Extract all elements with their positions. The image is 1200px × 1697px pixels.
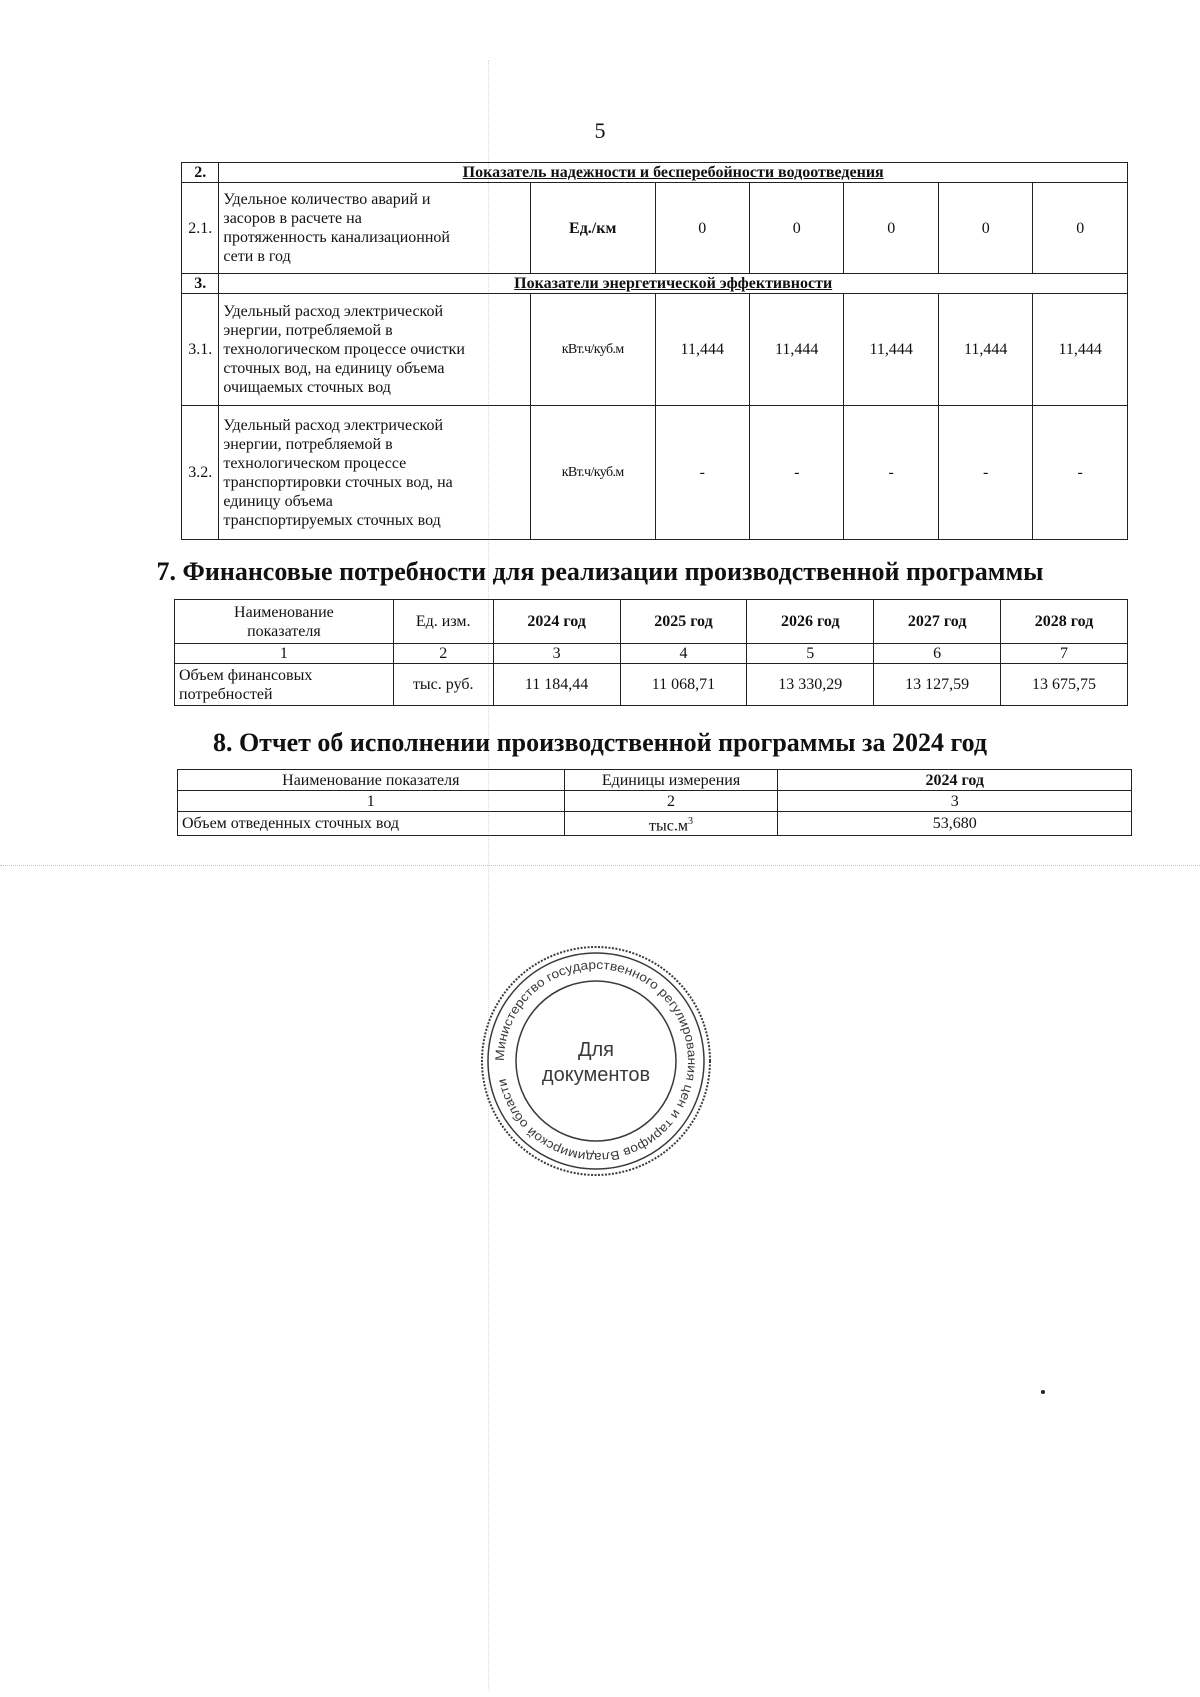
indicator-name: Объем отведенных сточных вод — [178, 812, 565, 836]
table-row — [182, 183, 1128, 274]
value-cell: - — [1033, 406, 1128, 540]
table-row — [178, 812, 1132, 836]
value-cell: 0 — [844, 183, 938, 274]
section-row — [182, 163, 1128, 183]
column-number: 2 — [564, 791, 778, 812]
value-cell: - — [938, 406, 1032, 540]
row-number: 2.1. — [182, 183, 219, 274]
page-number: 5 — [594, 118, 606, 143]
unit-cell: кВт.ч/куб.м — [530, 406, 655, 540]
value-cell: 53,680 — [778, 812, 1132, 836]
column-number: 3 — [778, 791, 1132, 812]
stamp-center-line: документов — [541, 1064, 651, 1086]
column-number: 5 — [747, 644, 874, 664]
column-header-year: 2028 год — [1001, 600, 1128, 644]
scan-speck — [1041, 1390, 1045, 1394]
column-number: 7 — [1001, 644, 1128, 664]
table-row — [175, 664, 1128, 706]
value-cell: 11 184,44 — [493, 664, 620, 706]
value-cell: 11,444 — [749, 294, 843, 406]
indicator-name-line: единицу объема — [223, 492, 333, 510]
header-line: показателя — [247, 622, 321, 640]
column-number: 1 — [178, 791, 565, 812]
column-header-year: 2026 год — [747, 600, 874, 644]
column-header-name — [175, 600, 394, 644]
unit-superscript: 3 — [688, 816, 693, 827]
section-heading-financial-needs: 7. Финансовые потребности для реализации производственной программы — [156, 557, 1044, 586]
unit-text: тыс.м — [649, 817, 688, 835]
column-number: 1 — [175, 644, 394, 664]
section-number: 2. — [182, 163, 219, 183]
table-row — [182, 294, 1128, 406]
section-heading-program-report: 8. Отчет об исполнении производственной программы за 2024 год — [212, 728, 988, 757]
indicator-name — [219, 406, 531, 540]
column-number: 2 — [393, 644, 493, 664]
column-number-row — [175, 644, 1128, 664]
column-header-year: 2027 год — [874, 600, 1001, 644]
indicator-name-line: Удельный расход электрической — [223, 416, 444, 434]
unit-cell — [564, 812, 778, 836]
value-cell: 0 — [655, 183, 749, 274]
indicator-name — [175, 664, 394, 706]
unit-cell: тыс. руб. — [393, 664, 493, 706]
value-cell: 13 127,59 — [874, 664, 1001, 706]
indicator-name-line: технологическом процессе очистки — [223, 341, 465, 358]
value-cell: - — [844, 406, 938, 540]
row-number: 3.2. — [182, 406, 219, 540]
value-cell: 13 675,75 — [1001, 664, 1128, 706]
indicator-name-line: Удельный расход электрической — [223, 303, 444, 320]
indicator-name-line: сточных вод, на единицу объема — [223, 360, 445, 377]
stamp-center-line: Для — [577, 1039, 615, 1061]
stamp-ring-textpath: Министерство государственного регулирования цен и тарифов Владимирской области — [492, 957, 700, 1165]
section-number: 3. — [182, 274, 219, 294]
indicator-name-line: энергии, потребляемой в — [223, 322, 393, 339]
column-number: 3 — [493, 644, 620, 664]
section-title: Показатель надежности и бесперебойности водоотведения — [219, 163, 1128, 183]
indicator-name-line: протяженность канализационной — [223, 229, 450, 246]
indicator-name-line: энергии, потребляемой в — [223, 435, 393, 453]
indicator-name — [219, 183, 531, 274]
column-header-unit: Ед. изм. — [393, 600, 493, 644]
indicator-name-line: потребностей — [179, 685, 273, 703]
indicator-name-line: транспортировки сточных вод, на — [223, 473, 453, 491]
indicators-table — [181, 162, 1128, 540]
unit-cell: кВт.ч/куб.м — [530, 294, 655, 406]
value-cell: 11,444 — [844, 294, 938, 406]
value-cell: 0 — [1033, 183, 1128, 274]
table-header-row — [175, 600, 1128, 644]
column-number: 4 — [620, 644, 747, 664]
indicator-name-line: Удельное количество аварий и — [223, 191, 431, 208]
indicator-name-line: засоров в расчете на — [223, 210, 362, 227]
column-header-unit: Единицы измерения — [564, 770, 778, 791]
header-line: Наименование — [234, 603, 334, 621]
stamp-outer-ring-inner — [488, 953, 704, 1169]
value-cell: - — [749, 406, 843, 540]
column-header-year: 2024 год — [493, 600, 620, 644]
column-header-name: Наименование показателя — [178, 770, 565, 791]
indicator-name-line: Объем финансовых — [179, 666, 313, 684]
financial-needs-table — [174, 599, 1128, 706]
value-cell: - — [655, 406, 749, 540]
indicator-name-line: очищаемых сточных вод — [223, 379, 391, 396]
value-cell: 0 — [749, 183, 843, 274]
indicator-name — [219, 294, 531, 406]
unit-cell: Ед./км — [530, 183, 655, 274]
column-number: 6 — [874, 644, 1001, 664]
table-header-row — [178, 770, 1132, 791]
scan-artifact-horizontal — [0, 865, 1200, 868]
official-stamp — [476, 941, 716, 1181]
value-cell: 11 068,71 — [620, 664, 747, 706]
stamp-inner-ring — [516, 981, 676, 1141]
value-cell: 13 330,29 — [747, 664, 874, 706]
value-cell: 0 — [938, 183, 1032, 274]
table-row — [182, 406, 1128, 540]
program-report-table — [177, 769, 1132, 836]
value-cell: 11,444 — [655, 294, 749, 406]
section-title: Показатели энергетической эффективности — [219, 274, 1128, 294]
value-cell: 11,444 — [938, 294, 1032, 406]
section-row — [182, 274, 1128, 294]
column-number-row — [178, 791, 1132, 812]
indicator-name-line: сети в год — [223, 248, 291, 265]
value-cell: 11,444 — [1033, 294, 1128, 406]
column-header-year: 2025 год — [620, 600, 747, 644]
row-number: 3.1. — [182, 294, 219, 406]
indicator-name-line: технологическом процессе — [223, 454, 407, 472]
column-header-year: 2024 год — [778, 770, 1132, 791]
indicator-name-line: транспортируемых сточных вод — [223, 511, 441, 529]
